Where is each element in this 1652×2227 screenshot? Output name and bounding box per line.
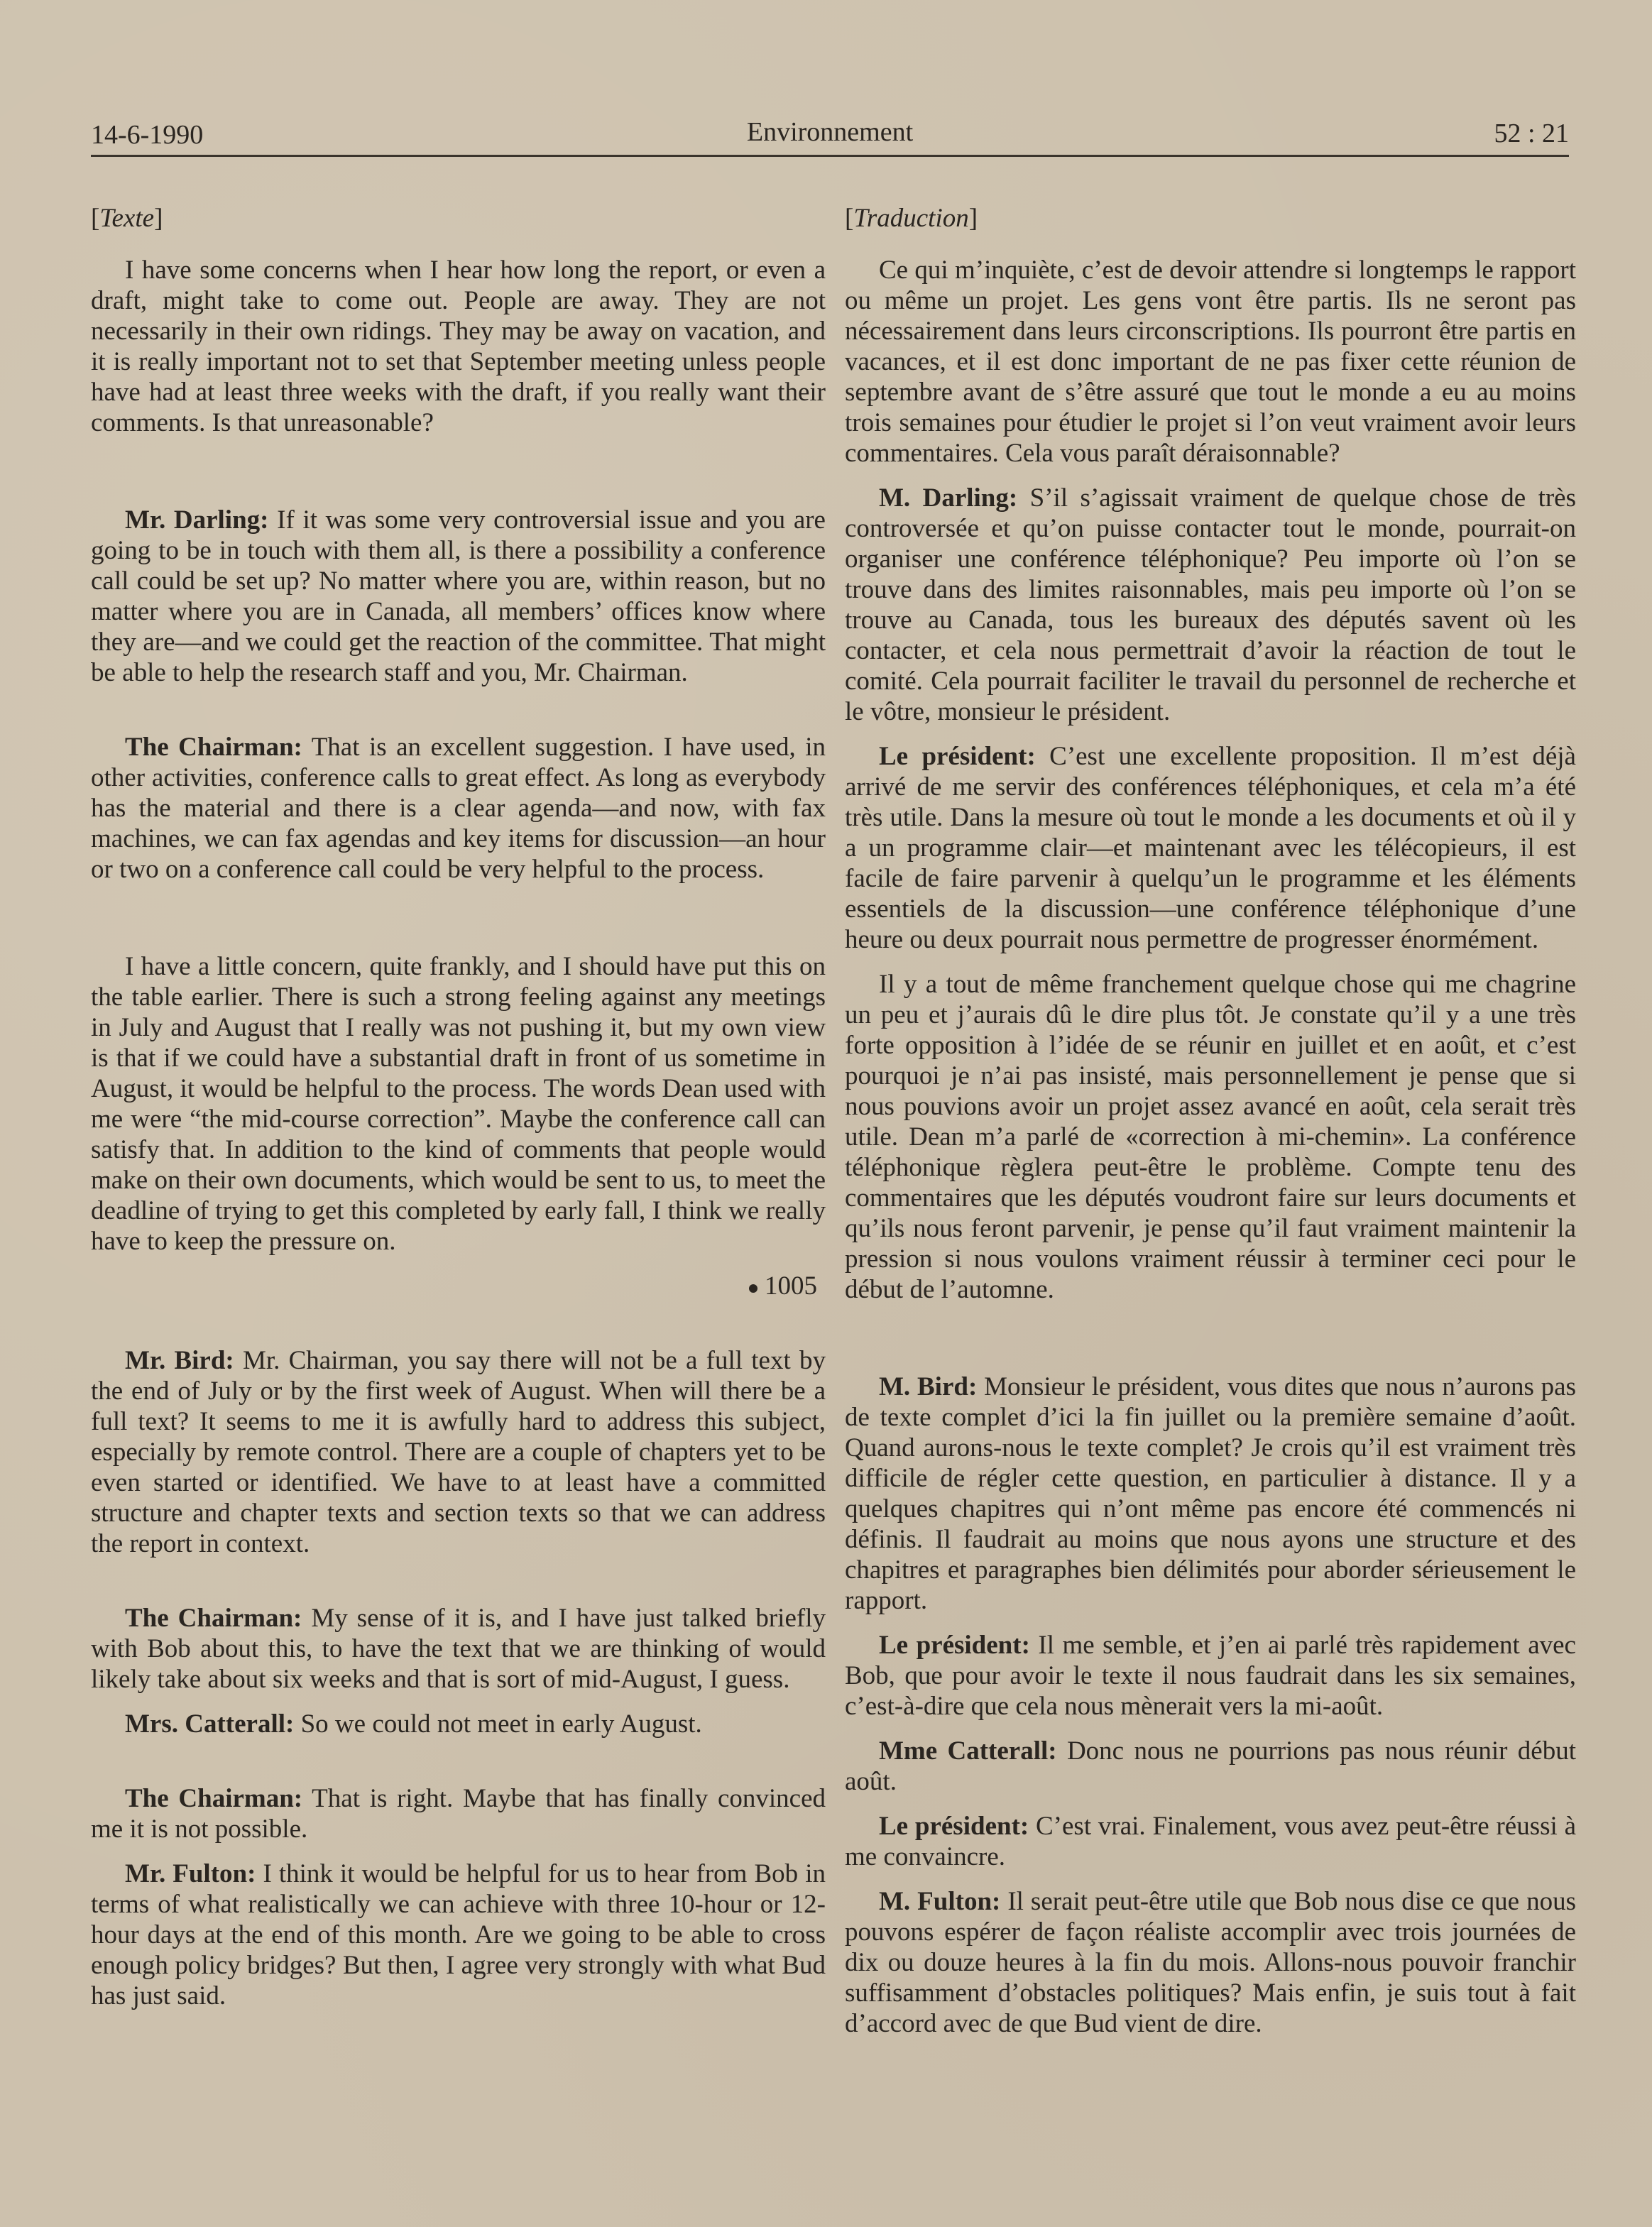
paragraph: Le président: C’est une excellente proposition. Il m’est déjà arrivé de me servir des conférences téléphoniques, et cela m’a été très utile. Dans la mesure où tout le monde a les documents et où il y a un programme clair—et maintenant avec les télécopieurs, il est facile de faire parvenir à quelqu’un le programme et les éléments essentiels de la discussion—une conférence téléphonique d’une heure ou deux pourrait nous permettre de progresser énormément. bbox=[845, 742, 1576, 954]
header-date: 14-6-1990 bbox=[91, 120, 204, 150]
paragraph: Mme Catterall: Donc nous ne pourrions pas nous réunir début août. bbox=[845, 1736, 1576, 1796]
speaker-name: The Chairman: bbox=[125, 1784, 303, 1813]
speaker-name: Le président: bbox=[879, 1812, 1029, 1841]
speaker-name: Le président: bbox=[879, 1631, 1030, 1660]
speaker-name: Mr. Bird: bbox=[125, 1346, 234, 1375]
paragraph: Le président: C’est vrai. Finalement, vous avez peut-être réussi à me convaincre. bbox=[845, 1812, 1576, 1871]
language-label-english: [Texte] bbox=[91, 204, 163, 233]
paragraph: M. Fulton: Il serait peut-être utile que Bob nous dise ce que nous pouvons espérer de façon réaliste accomplir avec trois journées de dix ou douze heures à la fin du mois. Allons-nous pouvoir franchir suffisamment d’obstacles politiques? Mais enfin, je suis tout à fait d’accord avec de que Bud vient de dire. bbox=[845, 1887, 1576, 2038]
paragraph: M. Darling: S’il s’agissait vraiment de quelque chose de très controversée et qu’on puisse contacter tout le monde, pourrait-on organiser une conférence téléphonique? Peu importe où l’on se trouve dans des limites raisonnables, mais peu importe où l’on se trouve au Canada, tous les bureaux des députés savent où les contacter, et cela nous permettrait d’avoir la réaction de tout le comité. Cela pourrait faciliter le travail du personnel de recherche et le vôtre, monsieur le président. bbox=[845, 483, 1576, 726]
speaker-name: The Chairman: bbox=[125, 1604, 302, 1633]
header-title: Environnement bbox=[746, 117, 914, 147]
paragraph: Mrs. Catterall: So we could not meet in early August. bbox=[125, 1709, 702, 1739]
paragraph: Mr. Bird: Mr. Chairman, you say there will not be a full text by the end of July or by the first week of August. When will there be a full text? It seems to me it is awfully hard to address this subject, especially by remote control. There are a couple of chapters yet to be even started or identified. We have to at least have a committed structure and chapter texts and section texts so that we can address the report in context. bbox=[91, 1346, 826, 1558]
bullet-icon bbox=[749, 1284, 757, 1293]
time-marker: 1005 bbox=[91, 1271, 826, 1301]
speaker-name: Mr. Fulton: bbox=[125, 1859, 256, 1888]
speaker-name: M. Darling: bbox=[879, 483, 1018, 513]
french-column bbox=[845, 199, 1576, 2039]
speaker-name: Mrs. Catterall: bbox=[125, 1709, 295, 1739]
language-label-french: [Traduction] bbox=[845, 204, 978, 233]
paragraph: Mr. Fulton: I think it would be helpful for us to hear from Bob in terms of what realistically we can achieve with three 10-hour or 12-hour days at the end of this month. Are we going to be able to cross enough policy bridges? But then, I agree very strongly with what Bud has just said. bbox=[91, 1859, 826, 2010]
paragraph: The Chairman: That is an excellent suggestion. I have used, in other activities, conference calls to great effect. As long as everybody has the material and there is a clear agenda—and now, with fax machines, we can fax agendas and key items for discussion—an hour or two on a conference call could be very helpful to the process. bbox=[91, 733, 826, 884]
paragraph: The Chairman: My sense of it is, and I have just talked briefly with Bob about this, to have the text that we are thinking of would likely take about six weeks and that is sort of mid-August, I guess. bbox=[91, 1604, 826, 1694]
paragraph: The Chairman: That is right. Maybe that has finally convinced me it is not possible. bbox=[91, 1784, 826, 1844]
paragraph: M. Bird: Monsieur le président, vous dites que nous n’aurons pas de texte complet d’ici la fin juillet ou la première semaine d’août. Quand aurons-nous le texte complet? Je crois qu’il est vraiment très difficile de régler cette question, en particulier à distance. Il y a quelques chapitres qui n’ont même pas encore été commencés ni définis. Il faudrait au moins que nous ayons une structure et des chapitres et paragraphes bien délimités pour aborder sérieusement le rapport. bbox=[845, 1372, 1576, 1615]
paragraph: Il y a tout de même franchement quelque chose qui me chagrine un peu et j’aurais dû le dire plus tôt. Je constate qu’il y a une très forte opposition à l’idée de se réunir en juillet et en août, et c’est pourquoi je n’ai pas insisté, mais personnellement je pense que si nous pouvions avoir un projet assez avancé en août, cela serait très utile. Dean m’a parlé de «correction à mi-chemin». La conférence téléphonique règlera peut-être le problème. Compte tenu des commentaires que les députés voudront faire sur leurs documents et qu’ils nous feront parvenir, je pense qu’il faut vraiment maintenir la pression si nous voulons vraiment réussir à terminer ceci pour le début de l’automne. bbox=[845, 970, 1576, 1304]
speaker-name: Le président: bbox=[879, 742, 1036, 771]
speaker-name: Mme Catterall: bbox=[879, 1736, 1057, 1766]
paragraph: Le président: Il me semble, et j’en ai parlé très rapidement avec Bob, que pour avoir le texte il nous faudrait dans les six semaines, c’est-à-dire que cela nous mènerait vers la mi-août. bbox=[845, 1631, 1576, 1721]
header-page-number: 52 : 21 bbox=[1494, 119, 1569, 148]
page-header bbox=[91, 114, 1569, 157]
paragraph: I have some concerns when I hear how long the report, or even a draft, might take to come out. People are away. They are not necessarily in their own ridings. They may be away on vacation, and it is really important not to set that September meeting unless people have had at least three weeks with the draft, if you really want their comments. Is that unreasonable? bbox=[91, 256, 826, 437]
speaker-name: The Chairman: bbox=[125, 733, 302, 762]
speaker-name: M. Fulton: bbox=[879, 1887, 1001, 1916]
english-column bbox=[91, 199, 826, 2011]
speaker-name: M. Bird: bbox=[879, 1372, 978, 1401]
paragraph: I have a little concern, quite frankly, and I should have put this on the table earlier. There is such a strong feeling against any meetings in July and August that I really was not pushing it, but my own view is that if we could have a substantial draft in front of us sometime in August, it would be helpful to the process. The words Dean used with me were “the mid-course correction”. Maybe the conference call can satisfy that. In addition to the kind of comments that people would make on their own documents, which would be sent to us, to meet the deadline of trying to get this completed by early fall, I think we really have to keep the pressure on. bbox=[91, 952, 826, 1256]
paragraph: Mr. Darling: If it was some very controversial issue and you are going to be in touch with them all, is there a possibility a conference call could be set up? No matter where you are, within reason, but no matter where you are in Canada, all members’ offices know where they are—and we could get the reaction of the committee. That might be able to help the research staff and you, Mr. Chairman. bbox=[91, 505, 826, 687]
paragraph: Ce qui m’inquiète, c’est de devoir attendre si longtemps le rapport ou même un projet. Les gens vont être partis. Ils ne seront pas nécessairement dans leurs circonscriptions. Ils pourront être partis en vacances, et il est donc important de ne pas fixer cette réunion de septembre avant de s’être assuré que tout le monde a eu au moins trois semaines pour étudier le projet si l’on veut vraiment avoir leurs commentaires. Cela vous paraît déraisonnable? bbox=[845, 256, 1576, 468]
speaker-name: Mr. Darling: bbox=[125, 505, 269, 535]
